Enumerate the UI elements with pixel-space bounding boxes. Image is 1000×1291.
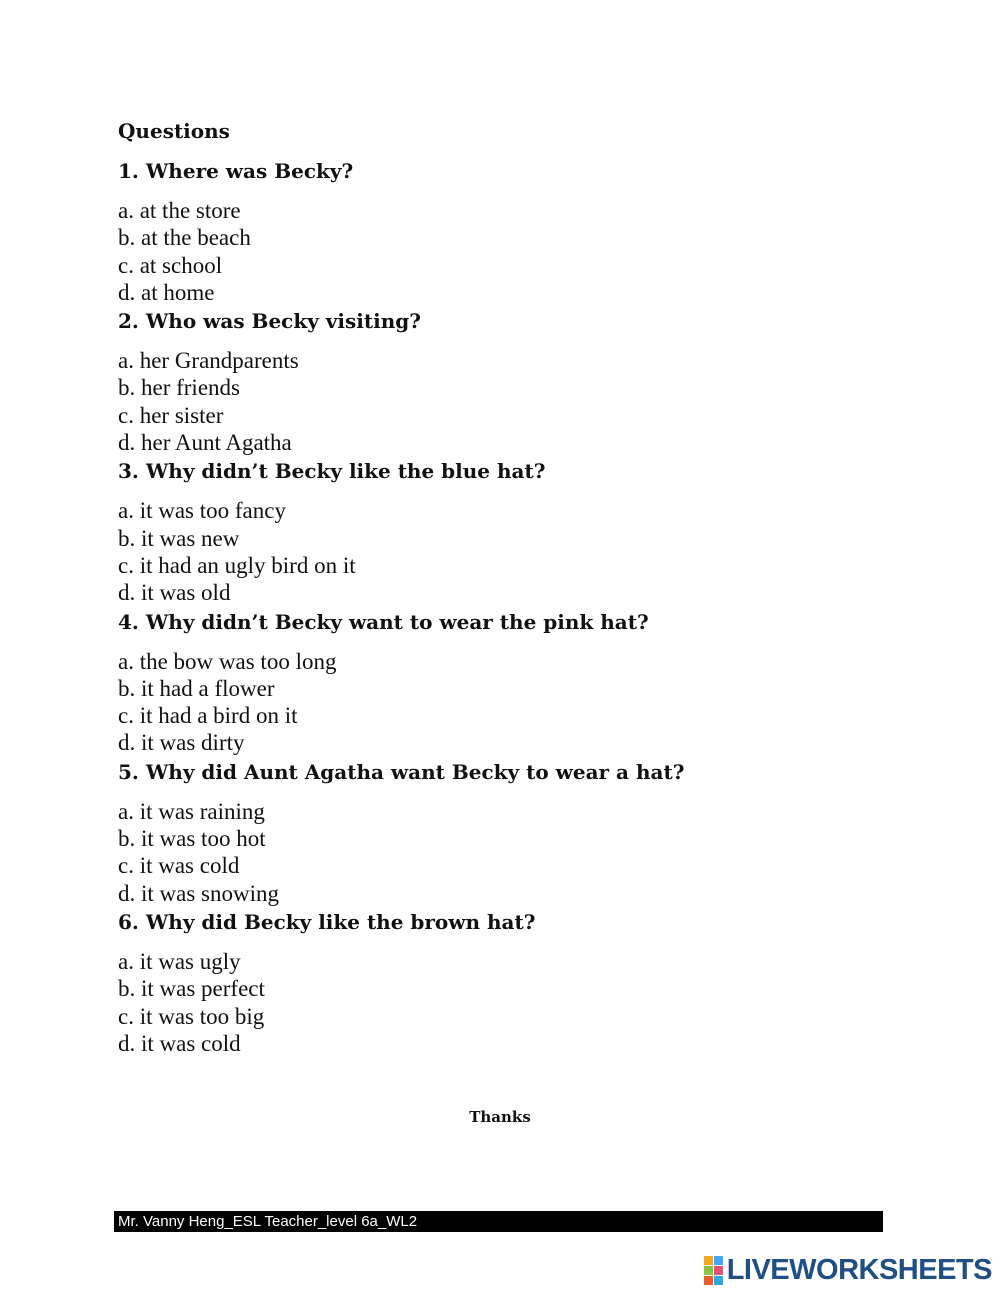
brand-block [704,1276,713,1285]
answer-options [118,948,898,1057]
brand-block [714,1256,723,1265]
answer-options [118,347,898,456]
answer-option[interactable]: c. it was cold [118,853,240,879]
answer-option[interactable]: b. at the beach [118,225,251,251]
answer-option[interactable]: c. it was too big [118,1003,265,1029]
answer-option[interactable]: a. it was too fancy [118,498,286,524]
question-prompt: 4. Why didn’t Becky want to wear the pink hat? [118,609,649,634]
answer-option[interactable]: d. her Aunt Agatha [118,430,292,456]
footer-bar [114,1211,883,1232]
question-prompt: 3. Why didn’t Becky like the blue hat? [118,459,546,484]
answer-option[interactable]: d. it was old [118,580,231,606]
question-prompt: 2. Who was Becky visiting? [118,309,421,334]
question-prompt: 6. Why did Becky like the brown hat? [118,909,536,934]
answer-option[interactable]: b. it was new [118,525,240,551]
answer-option[interactable]: a. it was raining [118,798,265,824]
question-block-1 [118,156,898,306]
answer-option[interactable]: b. it was perfect [118,976,265,1002]
question-prompt: 1. Where was Becky? [118,159,354,183]
closing-text: Thanks [469,1108,531,1126]
brand-blocks-icon [704,1256,723,1285]
question-block-2 [118,306,898,456]
answer-option[interactable]: c. at school [118,252,223,278]
brand-block [704,1266,713,1275]
answer-option[interactable]: c. it had an ugly bird on it [118,552,356,578]
answer-option[interactable]: a. it was ugly [118,948,241,974]
answer-option[interactable]: b. it had a flower [118,675,275,701]
answer-option[interactable]: b. it was too hot [118,826,266,852]
question-block-3 [118,456,898,606]
answer-option[interactable]: d. at home [118,279,215,305]
answer-option[interactable]: d. it was snowing [118,880,279,906]
section-heading: Questions [118,119,230,143]
answer-option[interactable]: d. it was cold [118,1030,241,1056]
answer-option[interactable]: b. her friends [118,375,240,401]
question-block-4 [118,607,898,757]
brand-block [714,1266,723,1275]
brand-block [704,1256,713,1265]
footer-text: Mr. Vanny Heng_ESL Teacher_level 6a_WL2 [118,1213,418,1230]
answer-option[interactable]: d. it was dirty [118,730,245,756]
answer-options [118,497,898,606]
answer-options [118,798,898,907]
brand-logo[interactable] [704,1254,992,1286]
answer-option[interactable]: c. it had a bird on it [118,703,298,729]
question-block-5 [118,757,898,907]
question-prompt: 5. Why did Aunt Agatha want Becky to wear a hat? [118,759,685,784]
answer-option[interactable]: c. her sister [118,402,224,428]
answer-option[interactable]: a. at the store [118,198,241,223]
answer-options [118,648,898,757]
questions-section [118,116,898,1057]
answer-option[interactable]: a. her Grandparents [118,348,299,374]
answer-options [118,197,898,306]
brand-name: LIVEWORKSHEETS [726,1254,992,1286]
question-block-6 [118,907,898,1057]
answer-option[interactable]: a. the bow was too long [118,648,337,674]
brand-block [714,1276,723,1285]
